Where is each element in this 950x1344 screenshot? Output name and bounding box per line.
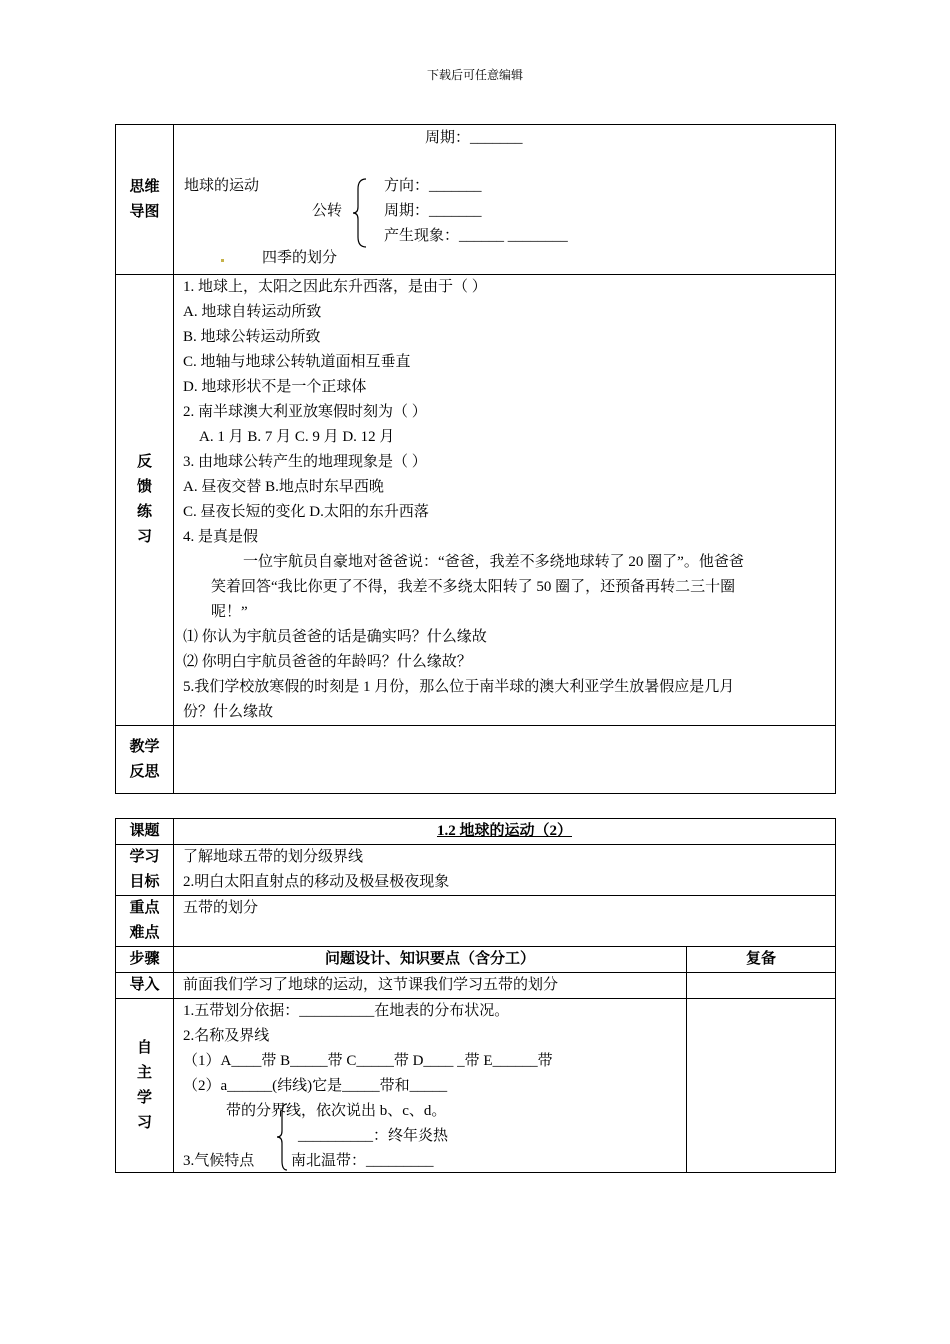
intro-cell [174, 973, 687, 999]
self-study-label: 自 主 学 习 [116, 999, 174, 1173]
goal-line: 2.明白太阳直射点的移动及极昼极夜现象 [183, 874, 450, 890]
topic-title: 1.2 地球的运动（2） [174, 819, 836, 845]
goal-line: 了解地球五带的划分级界线 [183, 849, 364, 865]
self-line: __________：终年炎热 [298, 1128, 449, 1144]
feedback-label: 反 馈 练 习 [116, 275, 174, 726]
mindmap-root: 地球的运动 [184, 178, 260, 194]
climate-brace-icon [276, 1103, 288, 1171]
goal-label: 学习 目标 [116, 845, 174, 896]
key-text: 五带的划分 [183, 900, 259, 916]
revolution-phenomena: 产生现象：______ ________ [384, 228, 568, 244]
feedback-line: 3. 由地球公转产生的地理现象是（ ） [183, 454, 427, 470]
feedback-line: B. 地球公转运动所致 [183, 329, 321, 345]
intro-prep-cell [687, 973, 836, 999]
self-study-prep-cell [687, 999, 836, 1173]
key-cell [174, 896, 836, 947]
self-line: 南北温带：_________ [291, 1153, 434, 1169]
lesson-table-2 [115, 818, 836, 1173]
feedback-line: 5.我们学校放寒假的时刻是 1 月份，那么位于南半球的澳大利亚学生放暑假应是几月 [183, 679, 735, 695]
self-line: 1.五带划分依据：__________在地表的分布状况。 [183, 1003, 510, 1019]
rotation-period: 周期：_______ [425, 130, 523, 146]
feedback-line: 1. 地球上，太阳之因此东升西落，是由于（ ） [183, 279, 487, 295]
design-header: 问题设计、知识要点（含分工） [174, 947, 687, 973]
feedback-line: 份？什么缘故 [183, 704, 274, 720]
feedback-line: ⑵ 你明白宇航员爸爸的年龄吗？什么缘故？ [183, 654, 472, 670]
feedback-line: C. 地轴与地球公转轨道面相互垂直 [183, 354, 411, 370]
lesson-table-1 [115, 124, 836, 794]
intro-text: 前面我们学习了地球的运动，这节课我们学习五带的划分 [183, 977, 559, 993]
revolution-period: 周期：_______ [384, 203, 482, 219]
feedback-line: D. 地球形状不是一个正球体 [183, 379, 367, 395]
self-line: （1）A____带 B_____带 C_____带 D____ _带 E______带 [183, 1053, 553, 1069]
feedback-cell [174, 275, 836, 726]
key-label: 重点 难点 [116, 896, 174, 947]
revolution-node: 公转 [312, 203, 343, 219]
reflection-cell [174, 726, 836, 794]
feedback-line: C. 昼夜长短的变化 D.太阳的东升西落 [183, 504, 429, 520]
mark-dot [221, 259, 224, 262]
self-line: 带的分界线，依次说出 b、c、d。 [226, 1103, 447, 1119]
topic-label: 课题 [116, 819, 174, 845]
intro-label: 导入 [116, 973, 174, 999]
goal-cell [174, 845, 836, 896]
feedback-line: 4. 是真是假 [183, 529, 259, 545]
feedback-line: A. 昼夜交替 B.地点时东早西晚 [183, 479, 384, 495]
feedback-line: 笑着回答“我比你更了不得，我差不多绕太阳转了 50 圈了，还预备再转二三十圈 [211, 579, 736, 595]
feedback-line: 2. 南半球澳大利亚放寒假时刻为（ ） [183, 404, 427, 420]
prep-header: 复备 [687, 947, 836, 973]
feedback-line: 一位宇航员自豪地对爸爸说：“爸爸，我差不多绕地球转了 20 圈了”。他爸爸 [243, 554, 744, 570]
page-header: 下载后可任意编辑 [426, 68, 523, 82]
feedback-line: 呢！” [211, 604, 248, 620]
seasons-node: 四季的划分 [262, 250, 338, 266]
revolution-direction: 方向：_______ [384, 178, 482, 194]
reflection-label: 教学 反思 [116, 726, 174, 794]
feedback-line: ⑴ 你认为宇航员爸爸的话是确实吗？什么缘故 [183, 629, 487, 645]
feedback-line: A. 地球自转运动所致 [183, 304, 322, 320]
self-study-cell [174, 999, 687, 1173]
self-line: 2.名称及界线 [183, 1028, 270, 1044]
self-line: （2）a______(纬线)它是_____带和_____ [183, 1078, 448, 1094]
mindmap-label: 思维 导图 [116, 125, 174, 275]
feedback-line: A. 1 月 B. 7 月 C. 9 月 D. 12 月 [199, 429, 395, 445]
steps-label: 步骤 [116, 947, 174, 973]
mindmap-cell [174, 125, 836, 275]
revolution-brace-icon [352, 177, 368, 249]
self-line: 3.气候特点 [183, 1153, 255, 1169]
